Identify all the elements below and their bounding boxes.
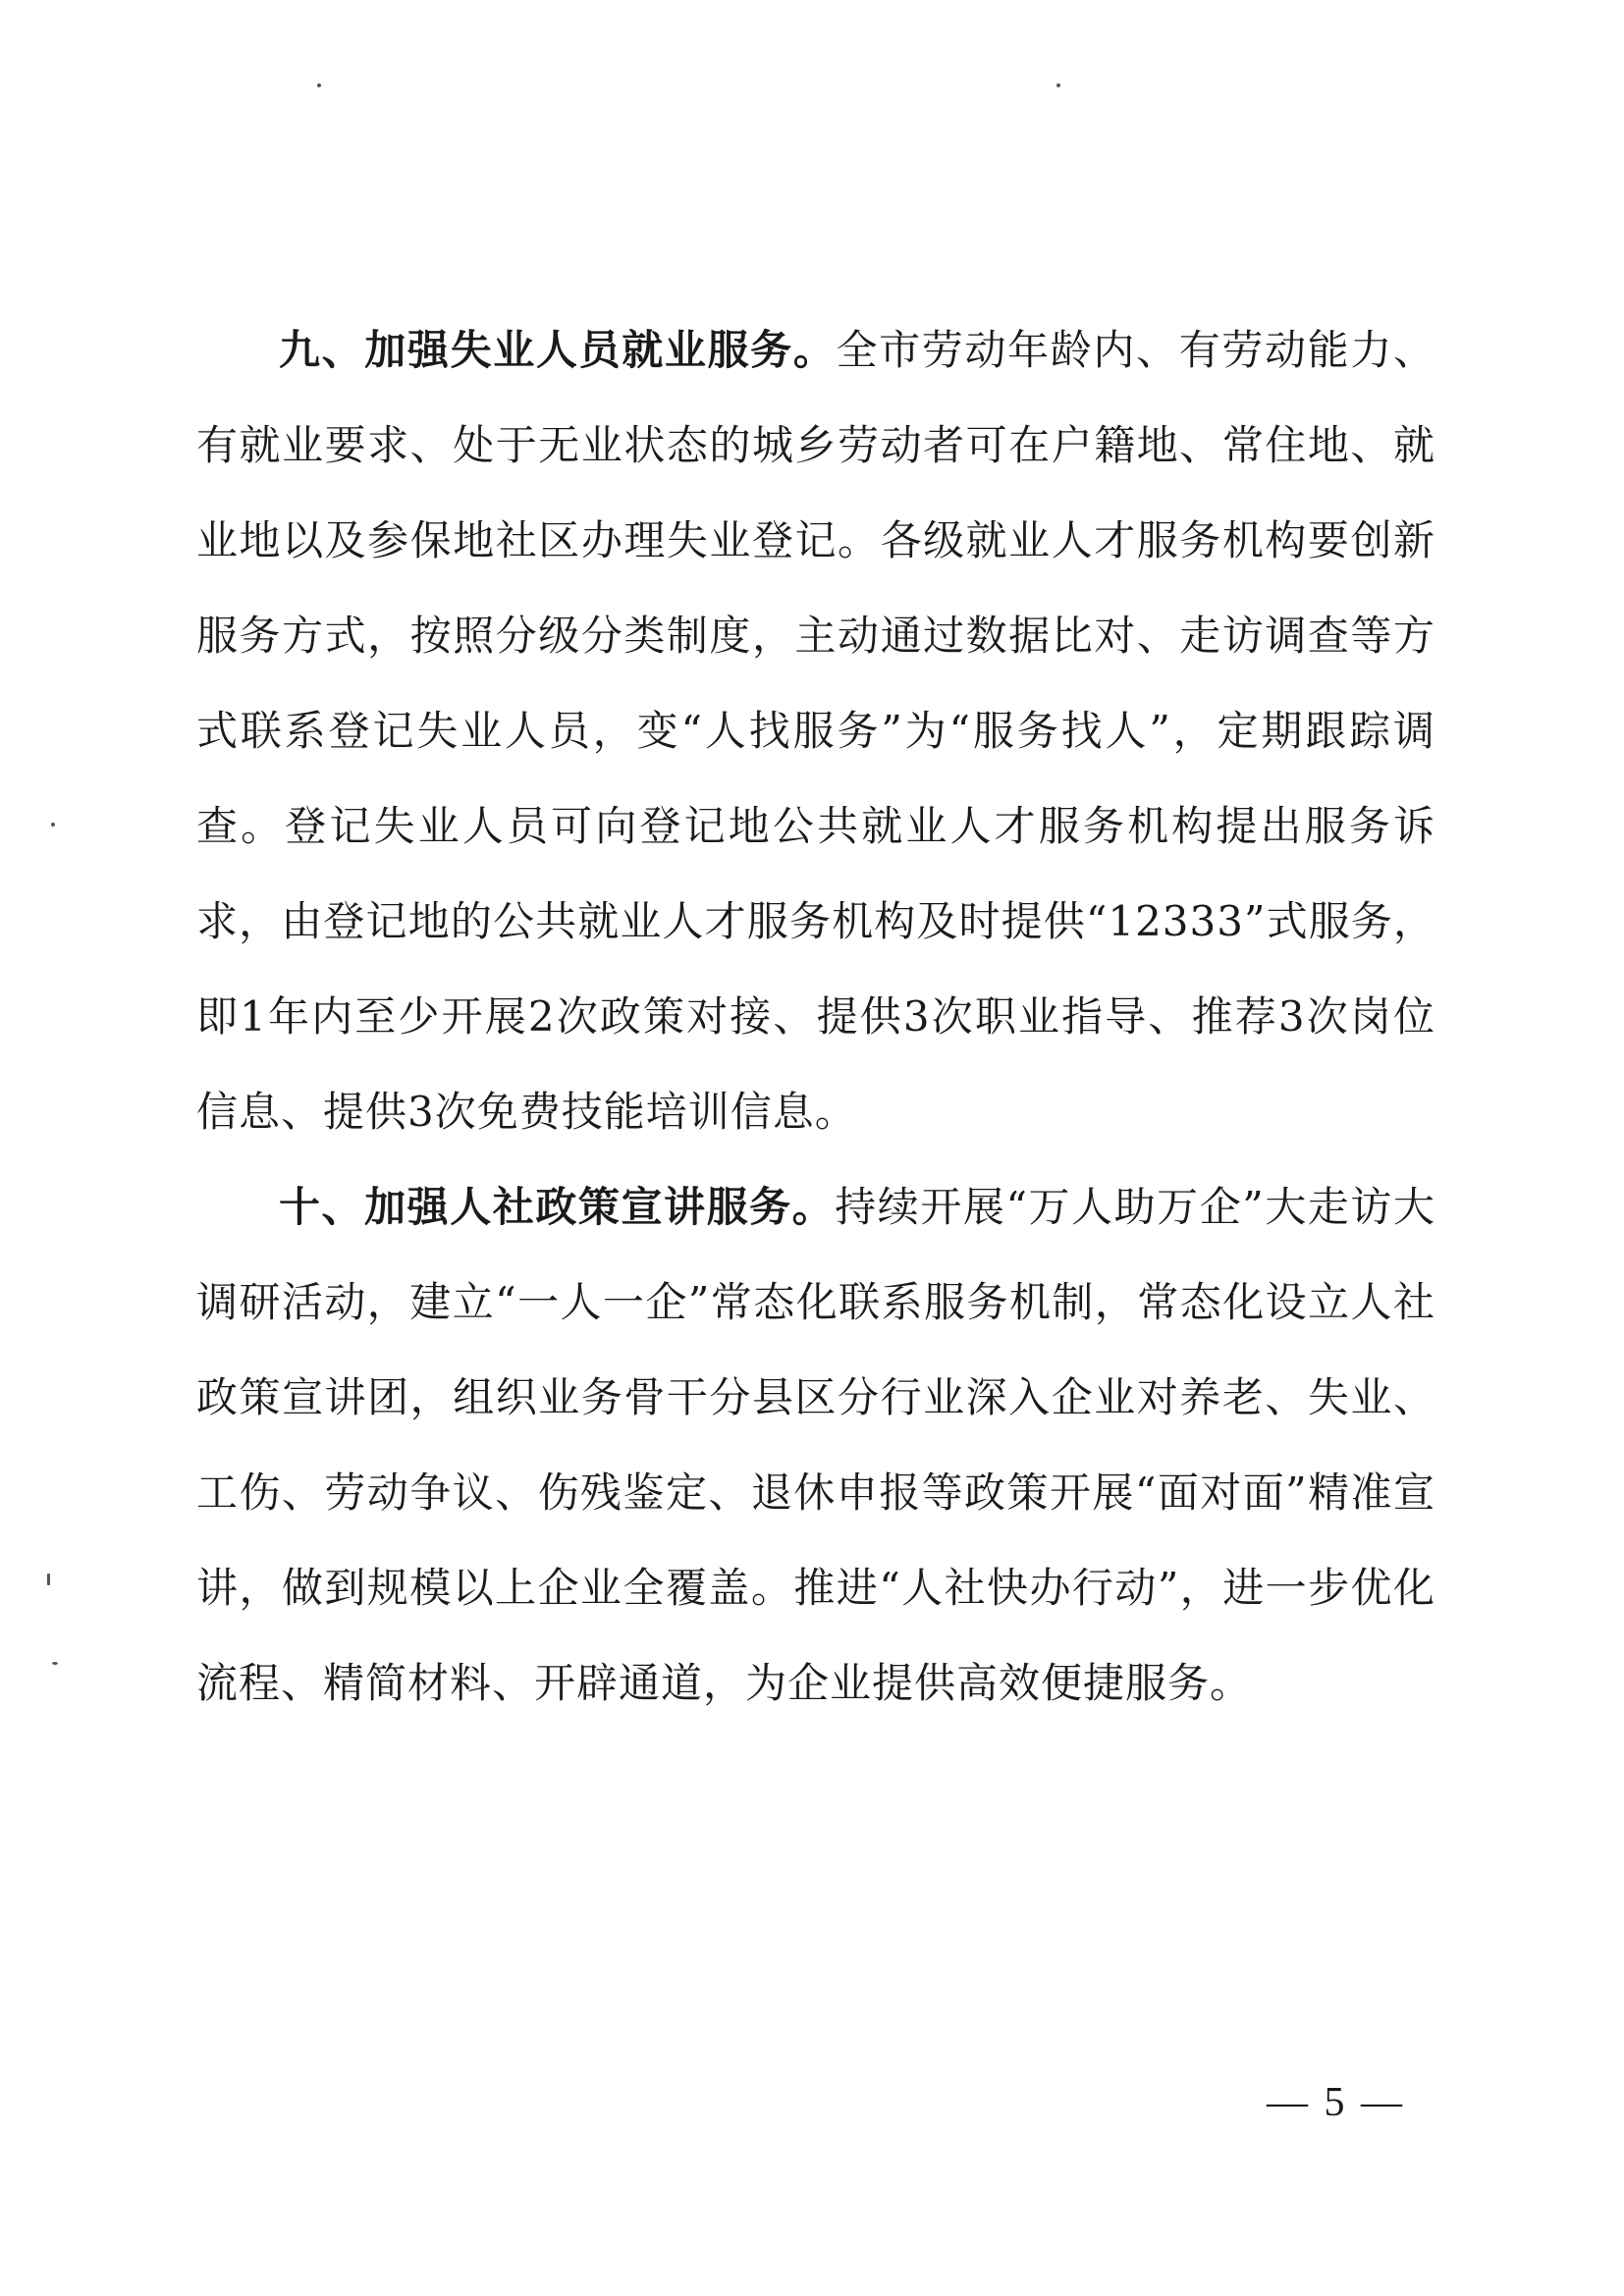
section-10-body: 持续开展“万人助万企”大走访大调研活动，建立“一人一企”常态化联系服务机制，常态化设立人社政策宣讲团，组织业务骨干分县区分行业深入企业对养老、失业、工伤、劳动争议、伤残鉴定、退休申报等政策开展“面对面”精准宣讲，做到规模以上企业全覆盖。推进“人社快办行动”，进一步优化流程、精简材料、开辟通道，为企业提供高效便捷服务。 (196, 1183, 1435, 1707)
section-10-heading: 十、加强人社政策宣讲服务。 (279, 1183, 836, 1231)
scan-speck (51, 823, 55, 827)
scan-speck (317, 83, 321, 87)
scan-speck (47, 1574, 50, 1585)
scan-speck (1056, 83, 1060, 87)
scan-speck (52, 1662, 58, 1665)
section-9-paragraph (196, 302, 1435, 1159)
section-10-paragraph (196, 1159, 1435, 1731)
page-number: — 5 — (1267, 2080, 1405, 2125)
document-body (196, 302, 1435, 1731)
section-9-body: 全市劳动年龄内、有劳动能力、有就业要求、处于无业状态的城乡劳动者可在户籍地、常住地、就业地以及参保地社区办理失业登记。各级就业人才服务机构要创新服务方式，按照分级分类制度，主动通过数据比对、走访调查等方式联系登记失业人员，变“人找服务”为“服务找人”，定期跟踪调查。登记失业人员可向登记地公共就业人才服务机构提出服务诉求，由登记地的公共就业人才服务机构及时提供“12333”式服务，即1年内至少开展2次政策对接、提供3次职业指导、推荐3次岗位信息、提供3次免费技能培训信息。 (196, 326, 1435, 1136)
section-9-heading: 九、加强失业人员就业服务。 (279, 326, 837, 374)
